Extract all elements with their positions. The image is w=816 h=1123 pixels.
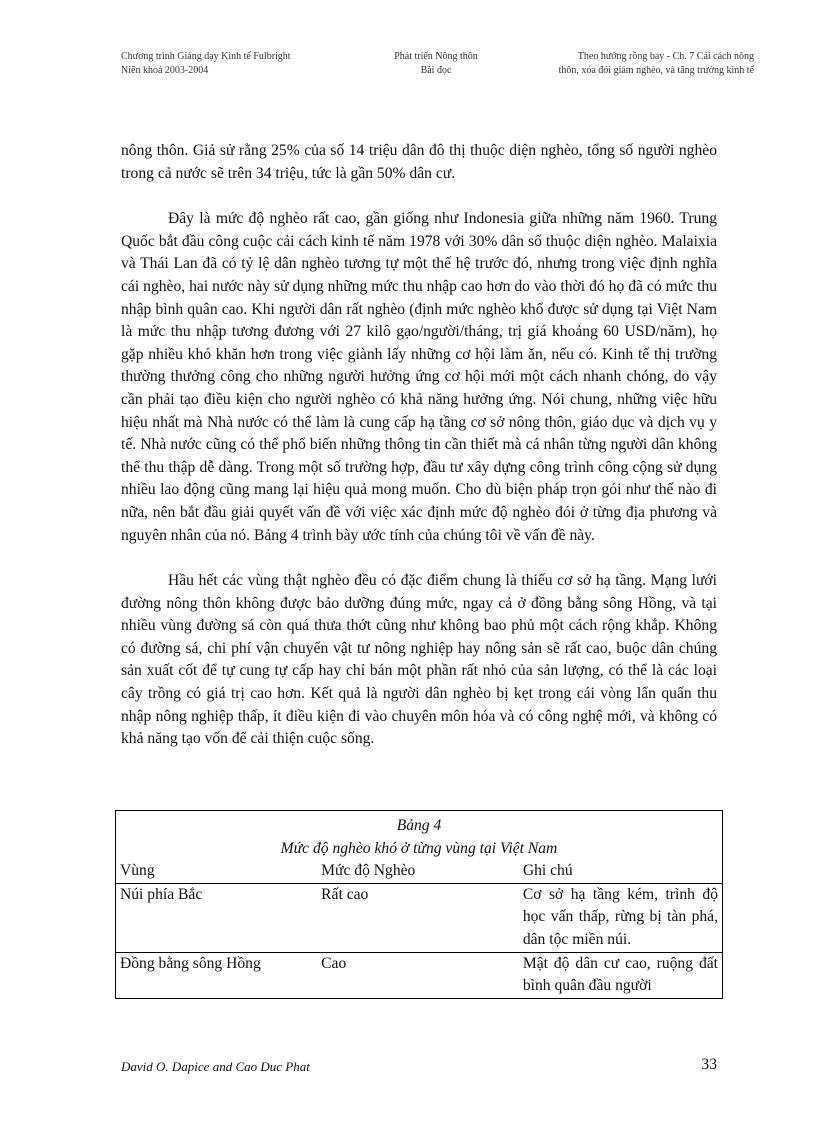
column-header-region: Vùng (116, 860, 318, 883)
table-number: Bảng 4 (396, 817, 442, 834)
region-cell: Núi phía Bắc (116, 883, 318, 952)
paragraph: nông thôn. Giả sử rằng 25% của số 14 triệu dân đô thị thuộc diện nghèo, tổng số người nghèo trong cả nước sẽ trên 34 triệu, tức là gần 50% dân cư. (121, 142, 717, 182)
paragraph: Hầu hết các vùng thật nghèo đều có đặc điểm chung là thiếu cơ sở hạ tầng. Mạng lưới đường nông thôn không được bảo dưỡng đúng mức, ngay cả ở đồng bằng sông Hồng, và tại nhiều vùng đường sá còn quá thưa thớt cũng như không bao phủ một cách rộng khắp. Không có đường sá, chi phí vận chuyển vật tư nông nghiệp hay nông sản sẽ rất cao, buộc dân chúng sản xuất cốt để tự cung tự cấp hay chỉ bán một phần rất nhỏ của sản lượng, có thể là các loại cây trồng có giá trị cao hơn. Kết quả là người dân nghèo bị kẹt trong cái vòng lẩn quẩn thu nhập nông nghiệp thấp, ít điều kiện đi vào chuyên môn hóa và có công nghệ mới, và không có khả năng tạo vốn để cải thiện cuộc sống. (121, 572, 717, 748)
table-row (116, 952, 723, 998)
column-header-level: Mức độ Nghèo (321, 862, 416, 880)
poverty-table (115, 810, 723, 999)
note-cell: Mật độ dân cư cao, ruộng đất bình quân đầu người (519, 952, 723, 998)
header-right (520, 50, 754, 78)
table-header-row (116, 860, 723, 883)
table-row (116, 883, 723, 952)
note-cell: Cơ sở hạ tầng kém, trình độ học vấn thấp, rừng bị tàn phá, dân tộc miền núi. (519, 883, 723, 952)
paragraph: Đây là mức độ nghèo rất cao, gần giống như Indonesia giữa những năm 1960. Trung Quốc bắt đầu công cuộc cải cách kinh tế năm 1978 với 30% dân số thuộc diện nghèo. Malaixia và Thái Lan đã có tỷ lệ dân nghèo tương tự một thế hệ trước đó, nhưng trong việc định nghĩa cái nghèo, hai nước này sử dụng những mức thu nhập cao hơn do vào thời đó họ đã có mức thu nhập bình quân cao. Khi người dân rất nghèo (định mức nghèo khổ được sử dụng tại Việt Nam là mức thu nhập tương đương với 27 kilô gạo/người/tháng, trị giá khoảng 60 USD/năm), họ gặp nhiều khó khăn hơn trong việc giành lấy những cơ hội làm ăn, nếu có. Kinh tế thị trường thường thưởng công cho những người hưởng ứng cơ hội mới một cách nhanh chóng, do vậy cần phải tạo điều kiện cho người nghèo có khả năng hưởng ứng. Nói chung, những việc hữu hiệu nhất mà Nhà nước có thể làm là cung cấp hạ tầng cơ sở nông thôn, giáo dục và dịch vụ y tế. Nhà nước cũng có thể phổ biến những thông tin cần thiết mà cá nhân từng người dân không thể thu thập dễ dàng. Trong một số trường hợp, đầu tư xây dựng công trình công cộng sử dụng nhiều lao động cũng mang lại hiệu quả mong muốn. Cho dù biện pháp trọn gói như thế nào đi nữa, nên bắt đầu giải quyết vấn đề với việc xác định mức độ nghèo đói ở từng địa phương và nguyên nhân của nó. Bảng 4 trình bày ước tính của chúng tôi về vấn đề này. (121, 210, 717, 544)
reading-label: Bài đọc (420, 65, 452, 76)
level-cell: Rất cao (317, 883, 519, 952)
academic-year: Niên khoá 2003-2004 (121, 65, 209, 76)
chapter-title-line1: Theo hướng rồng bay - Ch. 7 Cải cách nông (577, 51, 754, 62)
region-cell: Đồng bằng sông Hồng (116, 952, 318, 998)
course-name: Phát triển Nông thôn (394, 51, 478, 62)
column-header-note: Ghi chú (519, 860, 723, 883)
table-title: Mức độ nghèo khó ở từng vùng tại Việt Nam (280, 839, 558, 857)
page-number: 33 (701, 1056, 717, 1073)
table-caption (116, 811, 723, 861)
body-text (121, 140, 717, 774)
level-cell: Cao (317, 952, 519, 998)
chapter-title-line2: thôn, xóa đói giảm nghèo, và tăng trưởng kinh tế (558, 65, 754, 76)
program-name: Chương trình Giảng dạy Kinh tế Fulbright (121, 51, 291, 62)
header-center (372, 50, 500, 78)
header-left (121, 50, 291, 78)
footer-authors: David O. Dapice and Cao Duc Phat (121, 1059, 310, 1074)
